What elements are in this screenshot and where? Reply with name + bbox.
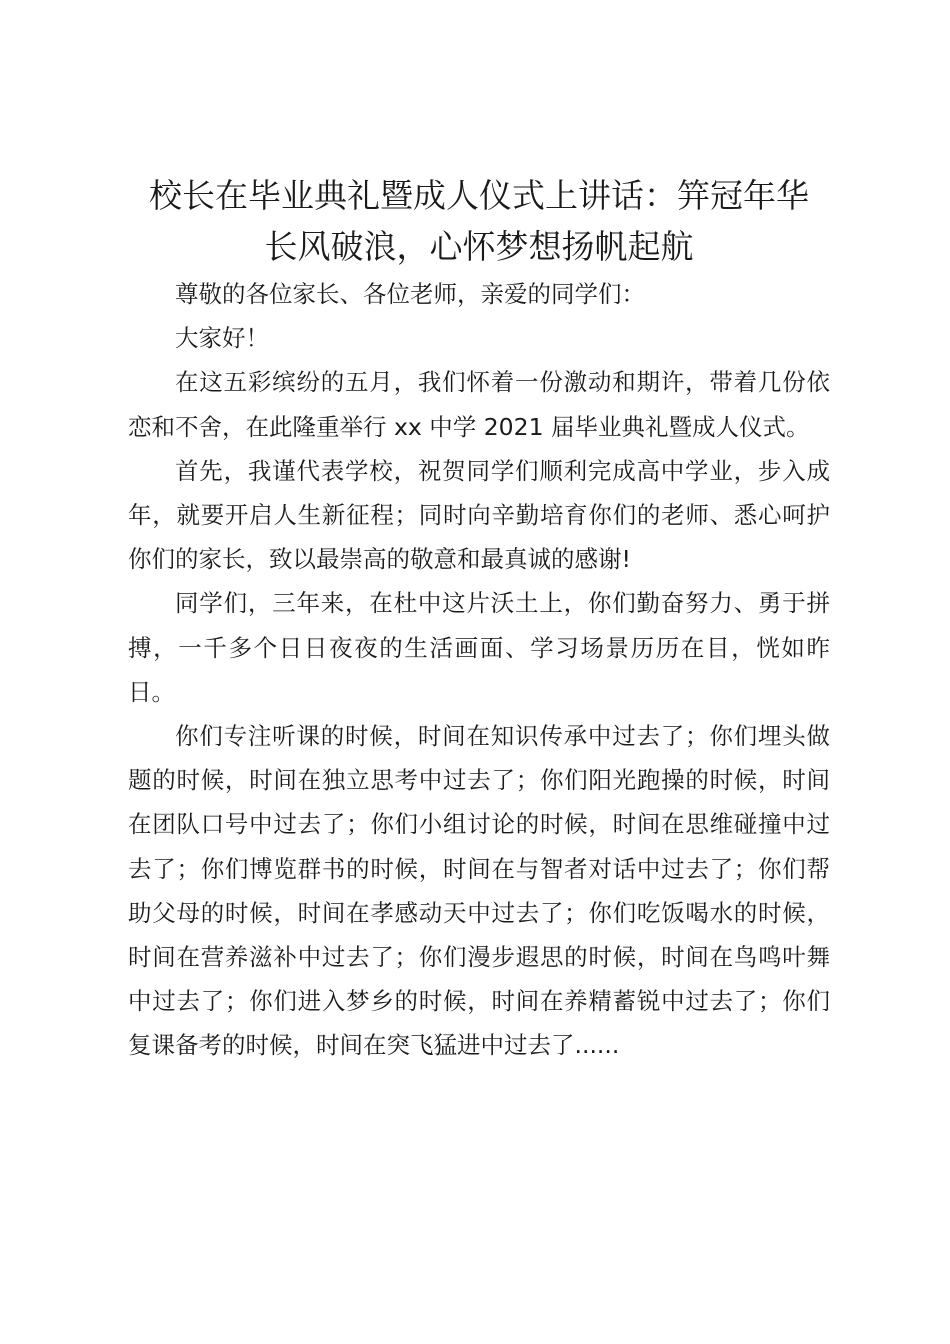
body-paragraph: 你们专注听课的时候，时间在知识传承中过去了；你们埋头做题的时候，时间在独立思考中过去了；你们阳光跑操的时候，时间在团队口号中过去了；你们小组讨论的时候，时间在思维碰撞中过去了；你们博览群书的时候，时间在与智者对话中过去了；你们帮助父母的时候，时间在孝感动天中过去了；你们吃饭喝水的时候，时间在营养滋补中过去了；你们漫步遐思的时候，时间在鸟鸣叶舞中过去了；你们进入梦乡的时候，时间在养精蓄锐中过去了；你们复课备考的时候，时间在突飞猛进中过去了......	[128, 722, 830, 1060]
title-line-2: 长风破浪，心怀梦想扬帆起航	[264, 227, 694, 266]
title-line-1: 校长在毕业典礼暨成人仪式上讲话：笄冠年华	[149, 176, 809, 215]
body-paragraph: 在这五彩缤纷的五月，我们怀着一份激动和期许，带着几份依恋和不舍，在此隆重举行 xx 中学 2021 届毕业典礼暨成人仪式。	[128, 368, 830, 441]
greeting-paragraph: 大家好！	[175, 324, 269, 353]
document-page	[128, 170, 830, 1068]
document-title	[128, 170, 830, 272]
body-paragraph: 同学们，三年来，在杜中这片沃土上，你们勤奋努力、勇于拼搏，一千多个日日夜夜的生活画面、学习场景历历在目，恍如昨日。	[128, 589, 830, 706]
body-paragraph: 首先，我谨代表学校，祝贺同学们顺利完成高中学业，步入成年，就要开启人生新征程；同时向辛勤培育你们的老师、悉心呵护你们的家长，致以最崇高的敬意和最真诚的感谢!	[128, 456, 830, 574]
salutation-paragraph: 尊敬的各位家长、各位老师，亲爱的同学们：	[175, 280, 645, 308]
